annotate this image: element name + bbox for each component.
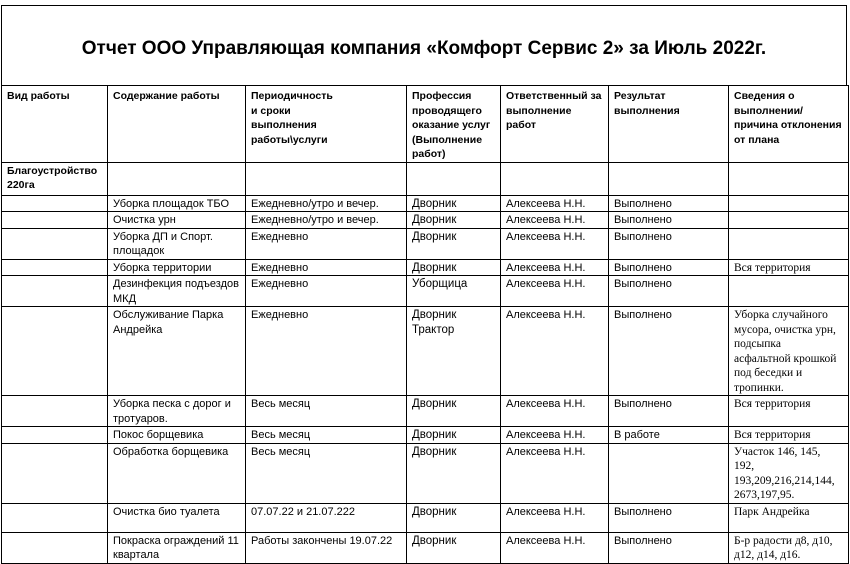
table-cell: Уборка территории — [108, 259, 246, 276]
header-cell: Сведения о выполнении/ причина отклонения от плана — [729, 86, 849, 163]
section-label: Благоустройство 220га — [2, 162, 108, 195]
table-cell: Весь месяц — [246, 427, 407, 444]
table-cell: Дворник — [407, 532, 501, 563]
table-cell — [729, 228, 849, 259]
table-cell: Алексеева Н.Н. — [501, 427, 609, 444]
table-cell: Выполнено — [609, 276, 729, 307]
table-cell: Ежедневно/утро и вечер. — [246, 195, 407, 212]
table-cell: Дворник — [407, 259, 501, 276]
table-row — [2, 532, 849, 563]
table-cell: Очистка био туалета — [108, 503, 246, 532]
table-cell: Парк Андрейка — [729, 503, 849, 532]
table-cell: Выполнено — [609, 396, 729, 427]
table-cell: Вся территория — [729, 396, 849, 427]
table-cell: Ежедневно — [246, 307, 407, 396]
table-cell: Алексеева Н.Н. — [501, 276, 609, 307]
table-cell: Выполнено — [609, 259, 729, 276]
table-cell: 07.07.22 и 21.07.222 — [246, 503, 407, 532]
table-cell: Вся территория — [729, 259, 849, 276]
table-cell: Весь месяц — [246, 443, 407, 503]
table-cell: Выполнено — [609, 503, 729, 532]
table-cell: Дворник — [407, 427, 501, 444]
table-cell: Уборка песка с дорог и тротуаров. — [108, 396, 246, 427]
header-cell: Вид работы — [2, 86, 108, 163]
table-cell: Обслуживание Парка Андрейка — [108, 307, 246, 396]
header-cell: Ответственный за выполнение работ — [501, 86, 609, 163]
header-cell: Профессия проводящего оказание услуг (Выполнение работ) — [407, 86, 501, 163]
table-cell: Ежедневно — [246, 276, 407, 307]
table-cell: Алексеева Н.Н. — [501, 195, 609, 212]
table-cell: Алексеева Н.Н. — [501, 503, 609, 532]
table-row — [2, 443, 849, 503]
table-cell: Выполнено — [609, 212, 729, 229]
table-cell — [729, 276, 849, 307]
table-cell — [2, 532, 108, 563]
table-cell: Дворник — [407, 228, 501, 259]
table-cell: Очистка урн — [108, 212, 246, 229]
table-cell — [729, 195, 849, 212]
table-cell: Дворник — [407, 443, 501, 503]
table-cell: Работы закончены 19.07.22 — [246, 532, 407, 563]
table-cell: Алексеева Н.Н. — [501, 259, 609, 276]
table-row — [2, 259, 849, 276]
table-cell: Алексеева Н.Н. — [501, 443, 609, 503]
table-cell: Алексеева Н.Н. — [501, 396, 609, 427]
table-cell: Алексеева Н.Н. — [501, 228, 609, 259]
table-cell: Выполнено — [609, 307, 729, 396]
table-cell: Алексеева Н.Н. — [501, 532, 609, 563]
table-row — [2, 276, 849, 307]
table-cell: Алексеева Н.Н. — [501, 307, 609, 396]
table-cell: Уборка случайного мусора, очистка урн, подсыпка асфальтной крошкой под беседки и тропинки. — [729, 307, 849, 396]
header-cell: Результат выполнения — [609, 86, 729, 163]
header-cell: Содержание работы — [108, 86, 246, 163]
table-cell — [2, 443, 108, 503]
table-cell — [2, 259, 108, 276]
table-cell: Б-р радости д8, д10, д12, д14, д16. — [729, 532, 849, 563]
report-table — [1, 85, 849, 564]
title-box — [1, 5, 847, 85]
table-cell — [2, 276, 108, 307]
table-cell: Дворник — [407, 503, 501, 532]
table-cell: Покраска ограждений 11 квартала — [108, 532, 246, 563]
table-cell — [729, 212, 849, 229]
section-row — [2, 162, 849, 195]
table-cell: Выполнено — [609, 228, 729, 259]
table-cell: Дворник — [407, 212, 501, 229]
table-cell: Весь месяц — [246, 396, 407, 427]
table-cell — [2, 228, 108, 259]
table-cell: Обработка борщевика — [108, 443, 246, 503]
table-row — [2, 195, 849, 212]
table-cell — [2, 396, 108, 427]
table-row — [2, 228, 849, 259]
table-cell: Уборка площадок ТБО — [108, 195, 246, 212]
table-cell: Покос борщевика — [108, 427, 246, 444]
table-row — [2, 427, 849, 444]
table-row — [2, 503, 849, 532]
table-cell: Алексеева Н.Н. — [501, 212, 609, 229]
table-cell: Участок 146, 145, 192, 193,209,216,214,144, 2673,197,95. — [729, 443, 849, 503]
table-cell: Дезинфекция подъездов МКД — [108, 276, 246, 307]
table-cell: Вся территория — [729, 427, 849, 444]
table-cell: Дворник Трактор — [407, 307, 501, 396]
table-cell: Уборщица — [407, 276, 501, 307]
table-cell: Выполнено — [609, 532, 729, 563]
table-cell: Уборка ДП и Спорт. площадок — [108, 228, 246, 259]
table-cell: Дворник — [407, 396, 501, 427]
table-cell: Ежедневно — [246, 259, 407, 276]
table-cell: Ежедневно/утро и вечер. — [246, 212, 407, 229]
table-cell: Выполнено — [609, 195, 729, 212]
table-cell — [2, 307, 108, 396]
header-row — [2, 86, 849, 163]
table-row — [2, 307, 849, 396]
table-cell — [2, 212, 108, 229]
table-cell — [609, 443, 729, 503]
report-title: Отчет ООО Управляющая компания «Комфорт Сервис 2» за Июль 2022г. — [81, 37, 767, 59]
table-cell: Ежедневно — [246, 228, 407, 259]
table-cell — [2, 427, 108, 444]
table-cell: Дворник — [407, 195, 501, 212]
table-cell — [2, 195, 108, 212]
table-row — [2, 212, 849, 229]
header-cell: Периодичность и сроки выполнения работы\услуги — [246, 86, 407, 163]
table-row — [2, 396, 849, 427]
table-cell — [2, 503, 108, 532]
table-cell: В работе — [609, 427, 729, 444]
